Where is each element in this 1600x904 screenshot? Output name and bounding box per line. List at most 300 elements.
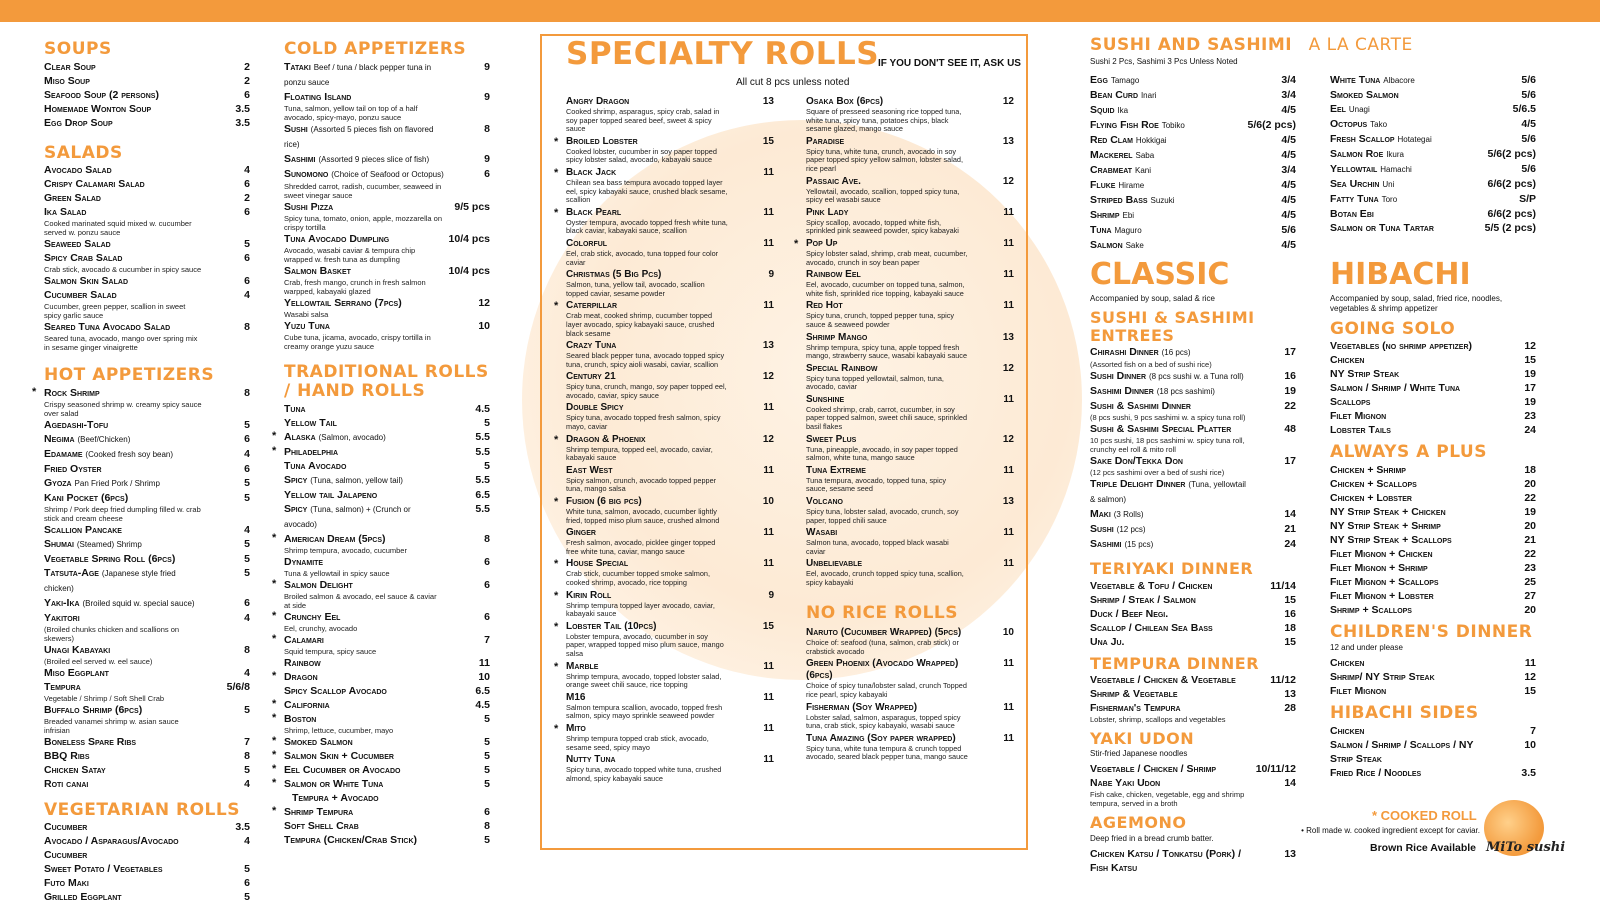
menu-item-price: 4 <box>244 611 250 624</box>
menu-item-price: 6 <box>244 88 250 101</box>
menu-item <box>1090 178 1296 193</box>
vegetarian-rolls-list <box>44 820 250 904</box>
menu-item-price: 28 <box>1284 702 1296 715</box>
menu-item-continuation: Tempura + Avocado <box>292 791 379 804</box>
menu-item <box>1330 656 1536 670</box>
menu-item <box>806 627 1014 656</box>
menu-item-name-text: Shrimp <box>1090 209 1120 221</box>
menu-item-price: 8 <box>244 386 250 399</box>
tempura-dinner-list <box>1090 673 1296 724</box>
menu-item <box>1330 519 1536 533</box>
menu-item <box>1330 589 1536 603</box>
menu-item-name-text: Pop Up <box>806 237 838 249</box>
menu-item-price: 12 <box>762 433 774 445</box>
menu-item-name-text: Homemade Wonton Soup <box>44 102 152 115</box>
menu-item-name-text: Sashimi <box>284 152 316 165</box>
menu-item-name <box>284 698 444 712</box>
menu-item-price: 23 <box>1524 561 1536 574</box>
menu-item-name-text: Salmon / Shrimp / Scallops / NY Strip Steak <box>1330 738 1474 765</box>
menu-item-name <box>44 462 204 476</box>
cooked-roll-star-icon: * <box>554 433 559 446</box>
menu-item <box>1090 776 1296 808</box>
menu-item-name-text: Edamame <box>44 447 83 460</box>
menu-item-name <box>1330 102 1490 117</box>
menu-item-description: Spicy tuna, lobster salad, avocado, crunch, soy paper, topped chili sauce <box>806 507 959 525</box>
menu-item-price: 5/6/8 <box>226 680 250 693</box>
menu-item-name-text: Angry Dragon <box>566 96 630 107</box>
menu-item <box>284 232 490 264</box>
menu-item-price: 11 <box>763 166 774 178</box>
menu-item-name-text: Volcano <box>806 496 844 508</box>
menu-item-price: 13 <box>762 96 774 107</box>
menu-item-price: 11 <box>763 300 774 312</box>
menu-item <box>1090 701 1296 724</box>
menu-item-description: (12 pcs sashimi over a bed of sushi rice) <box>1090 468 1225 478</box>
menu-item <box>44 820 250 834</box>
section-title-teriyaki: TERIYAKI DINNER <box>1090 559 1254 579</box>
menu-item <box>44 205 250 237</box>
menu-item-name-text: Eel Cucumber or Avocado <box>284 763 401 776</box>
menu-item-price: 8 <box>244 643 250 656</box>
menu-item-name <box>1330 132 1490 147</box>
menu-item-name <box>1090 593 1250 607</box>
menu-item-name <box>284 749 444 763</box>
menu-item <box>566 238 774 267</box>
menu-item-name-text: Soft Shell Crab <box>284 819 359 832</box>
menu-item-name <box>806 332 968 344</box>
cooked-roll-star-icon: * <box>554 620 559 633</box>
menu-item-name-text: Colorful <box>566 237 608 249</box>
menu-item-name <box>284 319 444 333</box>
menu-item-price: 11 <box>763 722 774 734</box>
menu-item <box>44 60 250 74</box>
soups-list <box>44 60 250 130</box>
menu-item <box>284 416 490 430</box>
menu-item-price: 21 <box>1284 523 1296 536</box>
menu-item <box>806 207 1014 236</box>
menu-item <box>284 502 490 532</box>
column-soups-salads-hot <box>32 34 250 904</box>
menu-item <box>44 116 250 130</box>
menu-item-subtitle: (12 pcs) <box>1116 525 1146 535</box>
menu-item <box>284 473 490 488</box>
menu-item-description: Cooked shrimp, asparagus, spicy crab, salad in soy paper topped seared beef, sweet & spicy sauce <box>566 107 720 134</box>
menu-item <box>1330 102 1536 117</box>
menu-item-subtitle: Hamachi <box>1380 165 1412 174</box>
menu-item-price: 5 <box>484 833 490 846</box>
menu-item <box>566 692 774 721</box>
menu-item-description: Eel, avocado, crunch topped spicy tuna, scallion, spicy kabayaki <box>806 569 964 587</box>
menu-item-price: 6/6(2 pcs) <box>1487 208 1536 220</box>
menu-item-description: Crab stick, cucumber topped smoke salmon, cooked shrimp, avocado, rice topping <box>566 569 710 587</box>
menu-item-name <box>806 207 968 219</box>
menu-item-price: 5 <box>484 416 490 429</box>
menu-item-name-text: Crunchy Eel <box>284 610 341 623</box>
menu-item-name <box>1330 463 1490 477</box>
menu-item-name-text: Sushi Pizza <box>284 200 334 213</box>
menu-item-name <box>1090 384 1250 399</box>
section-title-hibachi: HIBACHI <box>1330 257 1471 292</box>
menu-item-description: 10 pcs sushi, 18 pcs sashimi w. spicy tuna roll, crunchy eel roll & mito roll <box>1090 436 1245 455</box>
menu-item-name-text: Philadelphia <box>284 445 339 458</box>
menu-item-name-text: Black Pearl <box>566 206 622 218</box>
menu-item-name-text: Fatty Tuna <box>1330 193 1379 205</box>
menu-item-name <box>566 590 728 602</box>
menu-item <box>44 447 250 462</box>
column-hibachi <box>1330 258 1536 780</box>
menu-item-name-text: Spicy <box>284 502 308 515</box>
menu-item-name <box>1090 673 1250 687</box>
menu-item-name <box>1090 687 1250 701</box>
menu-item-price: 12 <box>478 296 490 309</box>
menu-item-description: Tuna, pineapple, avocado, in soy paper topped salmon, white tuna, mango sauce <box>806 444 958 463</box>
menu-item-name-text: Dragon <box>284 670 318 683</box>
menu-item-price: 11 <box>1003 527 1014 539</box>
menu-item-name <box>44 680 204 694</box>
menu-item-subtitle: Inari <box>1140 91 1157 100</box>
menu-item <box>794 237 1014 267</box>
menu-item-name <box>284 670 444 684</box>
menu-item <box>1330 670 1536 684</box>
menu-item-name-text: Boston <box>284 712 317 725</box>
menu-item-name <box>44 205 204 219</box>
menu-item <box>1090 454 1296 477</box>
menu-item-description: Choice of: seafood (tuna, salmon, crab stick) or crabstick avocado <box>806 638 959 656</box>
menu-item <box>284 90 490 122</box>
menu-item-name-text: Vegetable / Chicken / Shrimp <box>1090 763 1217 776</box>
cooked-roll-star-icon: * <box>272 804 277 817</box>
menu-item <box>1090 593 1296 607</box>
menu-item <box>554 206 774 236</box>
menu-item-name <box>1090 507 1250 522</box>
menu-item-name <box>44 537 204 552</box>
menu-item <box>1330 147 1536 162</box>
menu-item <box>1330 423 1536 437</box>
menu-item <box>1330 724 1536 738</box>
section-title-yaki-udon: YAKI UDON <box>1090 729 1195 749</box>
menu-item-name-text: Smoked Salmon <box>1330 89 1399 101</box>
menu-item-subtitle: Toro <box>1381 195 1398 204</box>
menu-item-description: Eel, avocado, cucumber on topped tuna, salmon, white fish, sprinkled rice topping, kabayaki sauce <box>806 280 965 298</box>
menu-item <box>284 459 490 473</box>
menu-item-price: 2 <box>244 192 250 205</box>
menu-item <box>1090 762 1296 776</box>
menu-item-name <box>1090 635 1250 649</box>
cooked-roll-star-icon: * <box>272 531 277 544</box>
menu-item-price: 11 <box>478 656 490 669</box>
menu-item-name-text: Seared Tuna Avocado Salad <box>44 321 171 334</box>
menu-item-name-text: Caterpillar <box>566 300 618 312</box>
section-title-cold-appetizers: COLD APPETIZERS <box>284 39 467 59</box>
menu-item-description: Shrimp tempura topped layer avocado, caviar, kabayaki sauce <box>566 600 715 619</box>
menu-item-name-text: Scallion Pancake <box>44 523 122 536</box>
menu-item-price: 19 <box>1524 396 1536 409</box>
menu-item <box>284 488 490 502</box>
menu-item-name-text: Lobster Tails <box>1330 424 1391 437</box>
menu-item-name-text: Ika Salad <box>44 206 87 219</box>
menu-item-price: 4/5 <box>1281 209 1296 221</box>
menu-item-name-text: Spicy Scallop Avocado <box>284 684 387 697</box>
menu-item-description: (8 pcs sushi, 9 pcs sashimi w. a spicy tuna roll) <box>1090 413 1246 423</box>
menu-item-name-text: Floating Island <box>284 90 352 103</box>
menu-item-price: 5.5 <box>475 473 490 486</box>
menu-item-price: 4/5 <box>1281 239 1296 251</box>
menu-item-name <box>1090 621 1250 635</box>
menu-item-description: Spicy tuna, white tuna tempura & crunch topped avocado, seared black pepper tuna, mango sauce <box>806 743 968 762</box>
menu-item-name-text: Tuna Amazing (Soy paper wrapped) <box>806 732 956 744</box>
menu-item-name-text: Tuna Avocado Dumpling <box>284 232 390 245</box>
menu-item-name-text: Tatsuta-Age <box>44 566 99 579</box>
menu-item-name-text: Marble <box>566 660 599 672</box>
menu-item-price: 6/6(2 pcs) <box>1487 178 1536 190</box>
menu-item-name-text: Negima <box>44 432 75 445</box>
menu-item <box>272 748 490 763</box>
menu-item-subtitle: Tobiko <box>1161 121 1185 130</box>
menu-item-price: 5 <box>484 735 490 748</box>
traditional-rolls-list <box>272 402 490 847</box>
menu-item-name-text: Red Clam <box>1090 134 1133 146</box>
menu-item <box>272 531 490 555</box>
menu-item-subtitle: (Salmon, avocado) <box>318 432 386 442</box>
menu-item-name-text: Squid <box>1090 104 1115 116</box>
menu-item-name-text: Fried Oyster <box>44 462 102 475</box>
menu-item-name-text: Fisherman (Soy Wrapped) <box>806 701 918 713</box>
menu-item-name-text: Crabmeat <box>1090 164 1133 176</box>
menu-item-subtitle: (Steamed) Shrimp <box>76 539 142 549</box>
menu-item-price: 5/6 <box>1521 89 1536 101</box>
menu-item <box>44 491 250 523</box>
menu-item <box>1330 132 1536 147</box>
menu-item-subtitle: (Tuna, yellowtail & salmon) <box>1090 480 1246 505</box>
menu-item-price: 4 <box>244 777 250 790</box>
menu-item <box>44 320 250 352</box>
menu-item-price: 11 <box>763 237 774 249</box>
menu-item <box>1330 684 1536 698</box>
menu-item-name-text: Sushi <box>1090 523 1114 536</box>
menu-item-price: 13 <box>1002 496 1014 508</box>
menu-item <box>1330 603 1536 617</box>
menu-item <box>32 385 250 418</box>
menu-item-name-text: Wasabi <box>806 527 838 539</box>
menu-item-price: 15 <box>1524 354 1536 367</box>
cooked-roll-star-icon: * <box>554 206 559 219</box>
menu-item-price: 8 <box>244 749 250 762</box>
menu-item-price: 11/14 <box>1270 579 1296 592</box>
menu-item-description: Shrimp tempura topped crab stick, avocado, sesame seed, spicy mayo <box>566 733 709 752</box>
menu-item-name <box>284 264 444 278</box>
menu-item <box>272 444 490 459</box>
menu-item-subtitle: (Tuna, salmon, yellow tail) <box>310 475 403 485</box>
menu-item-price: 3/4 <box>1281 89 1296 101</box>
menu-item-name <box>1090 422 1250 436</box>
menu-item-name <box>806 702 968 714</box>
menu-item-name-text: Vegetable Spring Roll (6pcs) <box>44 552 176 565</box>
menu-item-name <box>284 90 444 104</box>
menu-item-description: (Broiled chunks chicken and scallions on skewers) <box>44 624 180 643</box>
menu-item-name <box>44 566 204 596</box>
menu-item-name-text: Octopus <box>1330 118 1368 130</box>
menu-item-description: Breaded vanamei shrimp w. asian sauce infrisian <box>44 716 179 735</box>
section-title-always-a-plus: ALWAYS A PLUS <box>1330 442 1487 463</box>
menu-item-name-text: Boneless Spare Ribs <box>44 735 137 748</box>
menu-item-name-text: Flying Fish Roe <box>1090 119 1159 131</box>
menu-item-price: 5/6 <box>1281 224 1296 236</box>
menu-item-price: 6 <box>244 432 250 445</box>
menu-item-price: 5 <box>484 763 490 776</box>
menu-item-name-text: Egg Drop Soup <box>44 116 113 129</box>
menu-item-name-text: NY Strip Steak + Shrimp <box>1330 519 1441 532</box>
menu-item-name <box>1330 381 1490 395</box>
menu-item <box>1330 505 1536 519</box>
menu-item-name <box>284 200 444 214</box>
specialty-left-column <box>554 96 774 785</box>
menu-item-price: 25 <box>1524 575 1536 588</box>
menu-item <box>554 300 774 338</box>
menu-item-name-text: Avocado Salad <box>44 164 112 177</box>
menu-item <box>1090 687 1296 701</box>
menu-item-name-text: BBQ Ribs <box>44 749 90 762</box>
menu-item-subtitle: Tamago <box>1110 76 1140 85</box>
menu-item-name-text: Shumai <box>44 537 74 550</box>
menu-item-name-text: Sushi Dinner <box>1090 370 1147 383</box>
menu-item-price: 6 <box>244 596 250 609</box>
menu-item-price: 18 <box>1524 463 1536 476</box>
menu-item-name-text: Nabe Yaki Udon <box>1090 777 1161 790</box>
menu-item <box>272 762 490 777</box>
menu-item <box>1330 547 1536 561</box>
menu-item-price: 4 <box>244 164 250 177</box>
menu-item-price: 6 <box>244 206 250 219</box>
menu-item-subtitle: Saba <box>1135 151 1155 160</box>
menu-item-price: 22 <box>1284 400 1296 413</box>
menu-item-name <box>284 656 444 670</box>
menu-item-name-text: Tataki <box>284 60 311 73</box>
menu-item-price: 11 <box>763 691 774 703</box>
menu-item-name-text: Sashimi Dinner <box>1090 385 1154 398</box>
menu-item-price: 3.5 <box>1521 766 1536 779</box>
menu-item-description: Spicy lobster salad, shrimp, crab meat, cucumber, avocado, crunch in soy bean paper <box>806 248 968 267</box>
menu-item-name-text: Vegetables (no shrimp appetizer) <box>1330 340 1473 353</box>
menu-item-description: Square of presseed seasoning rice topped tuna, white tuna, spicy tuna, potatoes chips, black sesame glazed, mango sauce <box>806 107 962 134</box>
menu-item-price: 17 <box>1284 346 1296 359</box>
menu-item-name <box>44 749 204 763</box>
menu-item <box>44 523 250 537</box>
menu-item-name-text: Passaic Ave. <box>806 175 861 187</box>
menu-item-description: (Assorted fish on a bed of sushi rice) <box>1090 360 1212 370</box>
menu-item <box>1330 561 1536 575</box>
cooked-roll-star-icon: * <box>554 660 559 673</box>
menu-item-name-text: Sweet Plus <box>806 433 857 445</box>
menu-item-name <box>44 237 204 251</box>
menu-item-price: 9 <box>484 152 490 165</box>
menu-item-description: Cooked shrimp, crab, carrot, cucumber, in soy paper topped salmon, sweet chili sauce, sprinkled basil flakes <box>806 404 968 432</box>
menu-item-price: 4 <box>244 289 250 302</box>
menu-item-name <box>1090 847 1250 875</box>
menu-item-price: 21 <box>1524 533 1536 546</box>
menu-item <box>1090 88 1296 103</box>
menu-item <box>1090 148 1296 163</box>
menu-item <box>272 609 490 633</box>
menu-item <box>284 60 490 90</box>
menu-item-description: Shrimp tempura, avocado, cucumber <box>284 545 407 555</box>
menu-item-name-text: Tempura <box>44 680 81 693</box>
menu-item <box>284 319 490 351</box>
menu-item-description: Shrimp tempura, spicy tuna, apple topped fresh mango, strawberry sauce, wasabi kabayaki sauce <box>806 342 968 361</box>
menu-item-name <box>284 578 444 592</box>
menu-item-name-text: Yellowtail Serrano (7pcs) <box>284 296 402 309</box>
menu-item-price: 11 <box>1003 206 1014 218</box>
hot-appetizers-list <box>32 385 250 791</box>
menu-item-name <box>44 666 204 680</box>
menu-item-name-text: California <box>284 698 330 711</box>
menu-item-price: 5 <box>244 491 250 504</box>
menu-item-subtitle: (Japanese style fried chicken) <box>44 568 176 593</box>
menu-item-price: 23 <box>1524 410 1536 423</box>
menu-item <box>44 876 250 890</box>
menu-item-name-text: Filet Mignon + Scallops <box>1330 575 1439 588</box>
menu-item <box>44 777 250 791</box>
menu-item <box>1330 162 1536 177</box>
sushi-left-column <box>1090 73 1296 253</box>
menu-item-description: Crispy seasoned shrimp w. creamy spicy sauce over salad <box>44 399 202 418</box>
menu-item-name-text: Broiled Lobster <box>566 135 638 147</box>
menu-item-name-text: Salmon <box>1090 239 1123 251</box>
menu-item-description: Fish cake, chicken, vegetable, egg and shrimp tempura, served in a broth <box>1090 790 1245 809</box>
menu-item <box>1330 177 1536 192</box>
cooked-roll-star-icon: * <box>32 385 37 398</box>
menu-item-name <box>806 658 968 682</box>
menu-item-name-text: Fried Rice / Noodles <box>1330 766 1422 779</box>
menu-item-name <box>284 633 444 647</box>
menu-item-price: 15 <box>1284 593 1296 606</box>
menu-item-name <box>44 163 204 177</box>
menu-item-price: 16 <box>1284 607 1296 620</box>
menu-item-name <box>284 833 444 847</box>
menu-item-name-text: Buffalo Shrimp (6pcs) <box>44 703 143 716</box>
menu-item-name <box>1330 766 1490 780</box>
menu-item <box>1090 477 1296 507</box>
menu-item-name-text: Miso Eggplant <box>44 666 109 679</box>
menu-item-price: 4/5 <box>1281 134 1296 146</box>
menu-item-subtitle: (15 pcs) <box>1124 540 1154 550</box>
menu-item-price: 10 <box>478 319 490 332</box>
menu-item-name <box>44 763 204 777</box>
menu-item-description: Chilean sea bass tempura avocado topped layer eel, spicy kabayaki sauce, crushed black sesame, scallion <box>566 177 728 205</box>
menu-item-price: 5 <box>484 459 490 472</box>
menu-item-price: 10 <box>1002 627 1014 639</box>
menu-item-price: 12 <box>1002 362 1014 374</box>
menu-item-price: 19 <box>1284 385 1296 398</box>
menu-item-subtitle: (Assorted 5 pieces fish on flavored rice) <box>284 124 434 149</box>
section-title-going-solo: GOING SOLO <box>1330 318 1456 339</box>
menu-item-name-text: Shrimp + Scallops <box>1330 603 1412 616</box>
menu-item-subtitle: Sake <box>1125 241 1144 250</box>
menu-item-price: 9 <box>484 90 490 103</box>
menu-item-description: Eel, crab stick, avocado, tuna topped four color caviar <box>566 248 719 267</box>
menu-item <box>44 890 250 904</box>
menu-item-price: 10 <box>1524 738 1536 751</box>
menu-item <box>554 722 774 752</box>
menu-item-name-text: Agedashi-Tofu <box>44 418 109 431</box>
menu-item-name <box>284 555 444 569</box>
menu-item <box>806 96 1014 134</box>
menu-item <box>806 176 1014 205</box>
menu-item-subtitle: Beef / tuna / black pepper tuna in ponzu sauce <box>284 62 432 87</box>
menu-item-name-text: Chirashi Dinner <box>1090 346 1159 359</box>
menu-item <box>284 167 490 200</box>
menu-item-price: 5 <box>484 712 490 725</box>
menu-item-price: 17 <box>1284 455 1296 468</box>
